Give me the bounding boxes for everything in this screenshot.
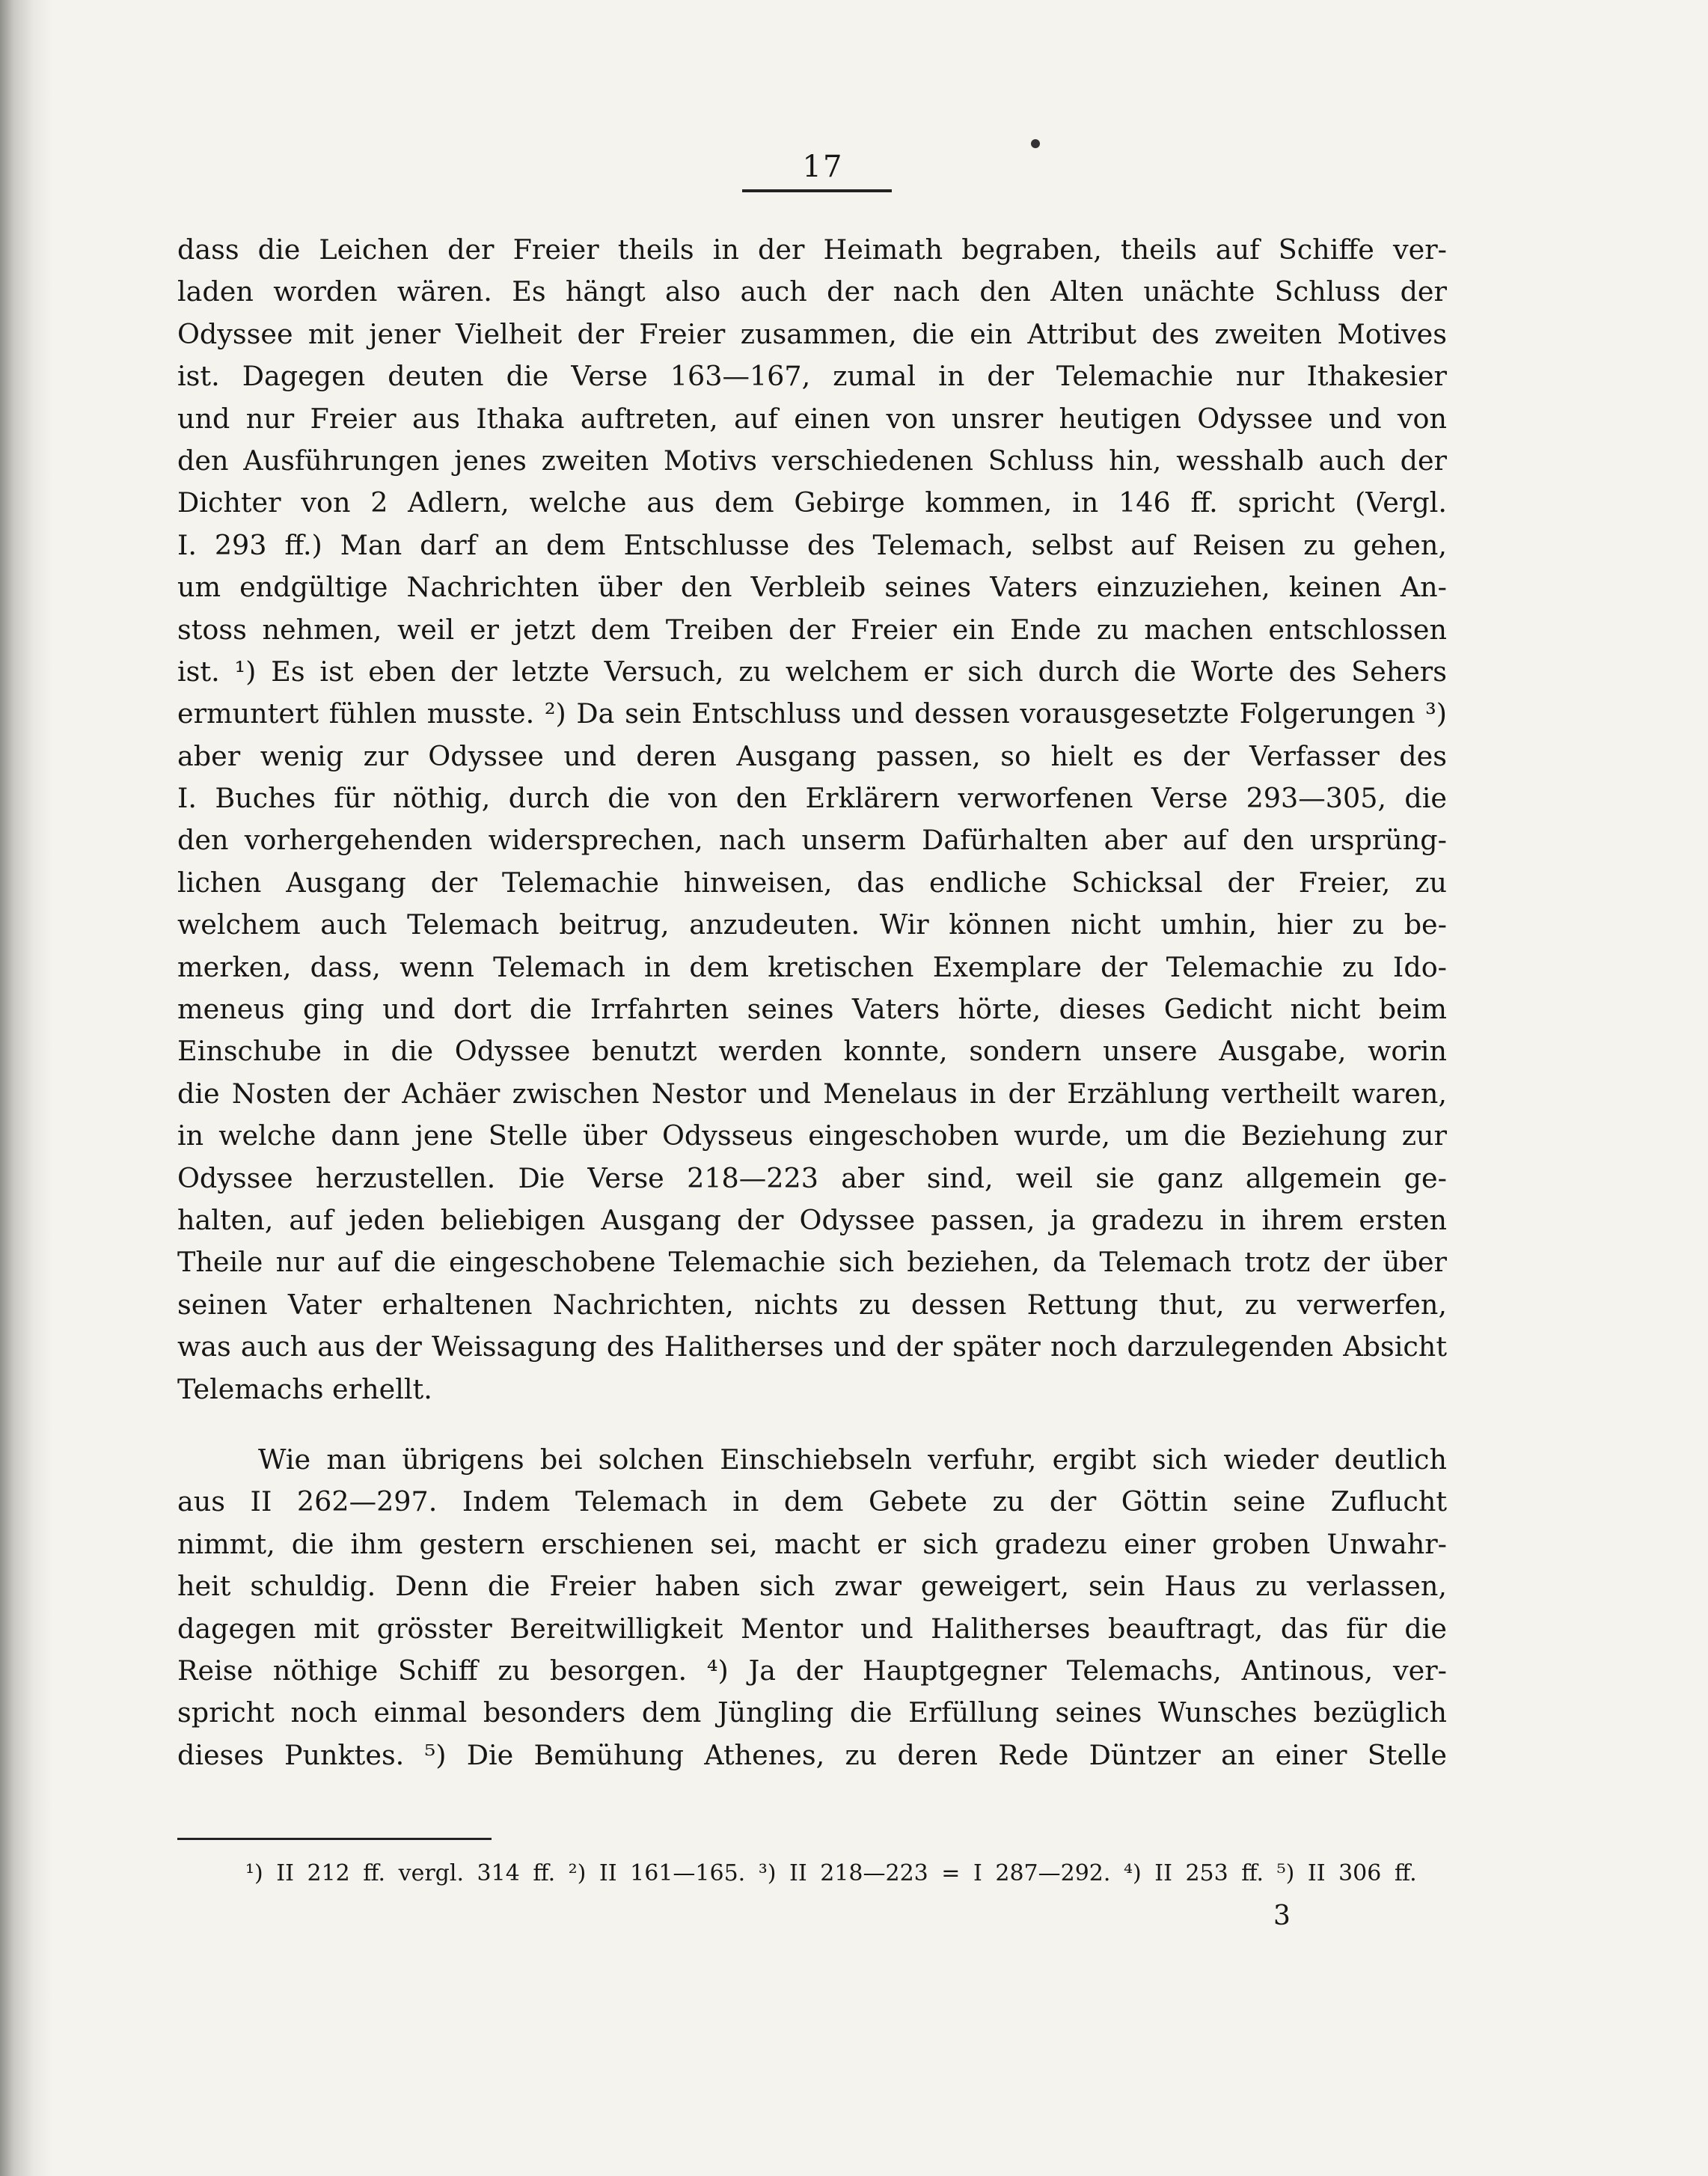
text-line: aber wenig zur Odyssee und deren Ausgang passen, so hielt es der Verfasser des <box>177 739 1447 772</box>
text-line: und nur Freier aus Ithaka auftreten, auf einen von unsrer heutigen Odyssee und von <box>177 402 1447 435</box>
text-line: meneus ging und dort die Irrfahrten seines Vaters hörte, dieses Gedicht nicht beim <box>177 993 1447 1026</box>
footnote-rule <box>177 1838 492 1840</box>
text-line: ist. Dagegen deuten die Verse 163—167, zumal in der Telemachie nur Ithakesier <box>177 360 1447 393</box>
text-line: Odyssee mit jener Vielheit der Freier zusammen, die ein Attribut des zweiten Motives <box>177 317 1447 350</box>
text-line: was auch aus der Weissagung des Halitherses und der später noch darzulegenden Absicht <box>177 1330 1447 1363</box>
text-line: den vorhergehenden widersprechen, nach unserm Dafürhalten aber auf den ursprüng- <box>177 824 1447 857</box>
text-line: lichen Ausgang der Telemachie hinweisen, das endliche Schicksal der Freier, zu <box>177 866 1447 899</box>
ink-dot <box>1031 139 1040 148</box>
text-line: heit schuldig. Denn die Freier haben sich zwar geweigert, sein Haus zu verlassen, <box>177 1570 1447 1603</box>
paragraph-1 <box>177 229 1447 1411</box>
text-line: ermuntert fühlen musste. ²) Da sein Entschluss und dessen vorausgesetzte Folgerungen ³) <box>177 697 1447 730</box>
text-line: nimmt, die ihm gestern erschienen sei, macht er sich gradezu einer groben Unwahr- <box>177 1527 1447 1560</box>
text-line: dagegen mit grösster Bereitwilligkeit Mentor und Halitherses beauftragt, das für die <box>177 1612 1447 1645</box>
text-line: seinen Vater erhaltenen Nachrichten, nichts zu dessen Rettung thut, zu verwerfen, <box>177 1288 1447 1321</box>
text-line: Odyssee herzustellen. Die Verse 218—223 aber sind, weil sie ganz allgemein ge- <box>177 1161 1447 1194</box>
signature-mark: 3 <box>1273 1901 1291 1931</box>
text-line: stoss nehmen, weil er jetzt dem Treiben der Freier ein Ende zu machen entschlossen <box>177 613 1447 646</box>
paragraph-gap <box>177 1411 1447 1439</box>
text-line: welchem auch Telemach beitrug, anzudeuten. Wir können nicht umhin, hier zu be- <box>177 908 1447 941</box>
text-line: Einschube in die Odyssee benutzt werden konnte, sondern unsere Ausgabe, worin <box>177 1035 1447 1068</box>
text-line: Wie man übrigens bei solchen Einschiebseln verfuhr, ergibt sich wieder deutlich <box>258 1443 1447 1476</box>
text-line: dass die Leichen der Freier theils in der Heimath begraben, theils auf Schiffe ver- <box>177 233 1447 266</box>
text-line: in welche dann jene Stelle über Odysseus eingeschoben wurde, um die Beziehung zur <box>177 1119 1447 1152</box>
text-line: Theile nur auf die eingeschobene Telemachie sich beziehen, da Telemach trotz der über <box>177 1246 1447 1279</box>
text-line: laden worden wären. Es hängt also auch der nach den Alten unächte Schluss der <box>177 275 1447 308</box>
text-line: aus II 262—297. Indem Telemach in dem Gebete zu der Göttin seine Zuflucht <box>177 1485 1447 1518</box>
text-line: die Nosten der Achäer zwischen Nestor und Menelaus in der Erzählung vertheilt waren, <box>177 1077 1447 1110</box>
text-line: Reise nöthige Schiff zu besorgen. ⁴) Ja der Hauptgegner Telemachs, Antinous, ver- <box>177 1654 1447 1687</box>
text-line: merken, dass, wenn Telemach in dem kretischen Exemplare der Telemachie zu Ido- <box>177 950 1447 983</box>
page-number-rule <box>742 189 892 192</box>
paragraph-2 <box>177 1439 1447 1776</box>
text-line: um endgültige Nachrichten über den Verbleib seines Vaters einzuziehen, keinen An- <box>177 571 1447 604</box>
text-line: I. Buches für nöthig, durch die von den Erklärern verworfenen Verse 293—305, die <box>177 782 1447 815</box>
scan-page-edge <box>0 0 52 2176</box>
page-number: 17 <box>802 150 844 184</box>
text-line: den Ausführungen jenes zweiten Motivs verschiedenen Schluss hin, wesshalb auch der <box>177 444 1447 477</box>
text-line: ist. ¹) Es ist eben der letzte Versuch, zu welchem er sich durch die Worte des Sehers <box>177 655 1447 688</box>
text-line: I. 293 ff.) Man darf an dem Entschlusse des Telemach, selbst auf Reisen zu gehen, <box>177 528 1447 561</box>
text-line: dieses Punktes. ⁵) Die Bemühung Athenes, zu deren Rede Düntzer an einer Stelle <box>177 1738 1447 1771</box>
footnotes: ¹) II 212 ff. vergl. 314 ff. ²) II 161—165. ³) II 218—223 = I 287—292. ⁴) II 253 ff. ⁵) II 306 ff. <box>245 1860 1417 1886</box>
text-line: halten, auf jeden beliebigen Ausgang der Odyssee passen, ja gradezu in ihrem ersten <box>177 1203 1447 1236</box>
text-line: spricht noch einmal besonders dem Jüngling die Erfüllung seines Wunsches bezüglich <box>177 1696 1447 1729</box>
text-line: Telemachs erhellt. <box>177 1372 432 1405</box>
text-line: Dichter von 2 Adlern, welche aus dem Gebirge kommen, in 146 ff. spricht (Vergl. <box>177 486 1447 519</box>
main-text <box>177 229 1447 1776</box>
